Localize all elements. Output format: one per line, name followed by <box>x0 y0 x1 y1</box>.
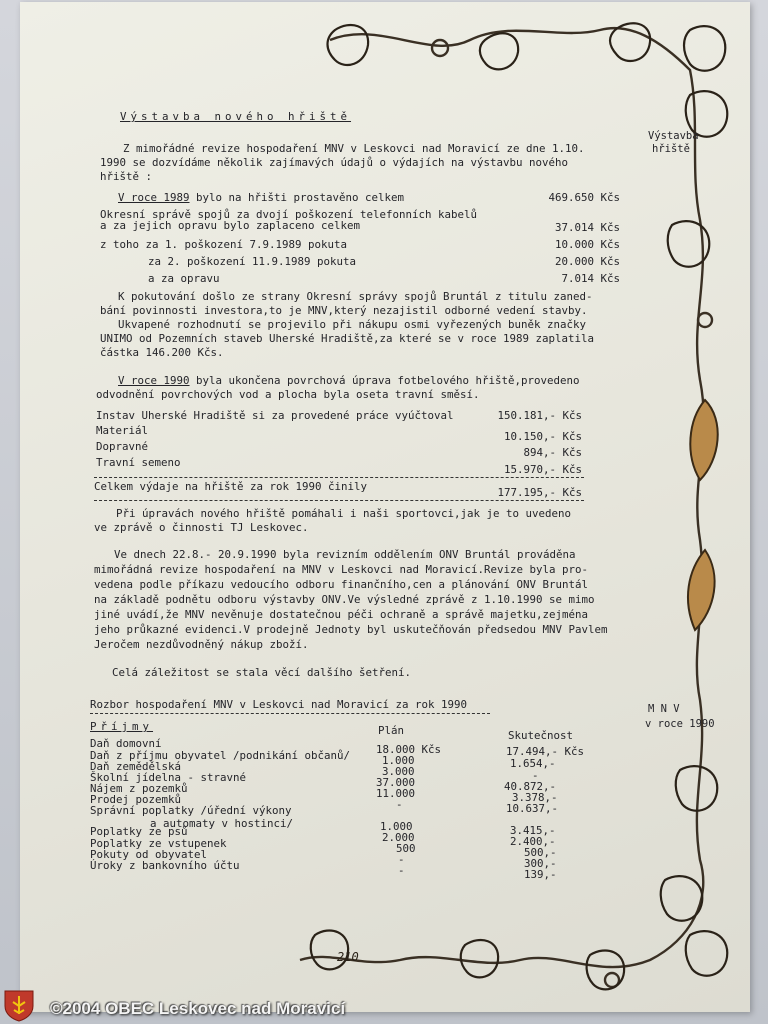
page-number: 210 <box>337 950 359 964</box>
paragraph-line: mimořádná revize hospodaření na MNV v Leskovci nad Moravicí.Revize byla pro- <box>94 563 589 576</box>
table-row-actual: 3.378,- <box>512 791 558 804</box>
expense-value: 37.014 Kčs <box>554 221 620 234</box>
table-row-label: Školní jídelna - stravné <box>90 771 247 784</box>
table-row-plan: 3.000 <box>382 765 415 778</box>
paragraph-line: Jeročem nezdůvodněný nákup zboží. <box>94 638 309 651</box>
table-row-actual: 3.415,- <box>510 824 556 837</box>
paragraph-line: částka 146.200 Kčs. <box>100 346 224 359</box>
table-row-label: Pokuty od obyvatel <box>90 848 208 861</box>
column-header-actual: Skutečnost <box>508 729 574 742</box>
paragraph-line: vedena podle příkazu vedoucího odboru finančního,cen a plánování ONV Bruntál <box>94 578 589 591</box>
expense-label: Dopravné <box>96 440 149 453</box>
table-row-label: Správní poplatky /úřední výkony <box>90 804 292 817</box>
margin-note-top-line2: hřiště <box>652 143 690 155</box>
margin-note-mid-line1: M N V <box>648 703 680 715</box>
expense-label: a za opravu <box>148 272 220 285</box>
year-1990-text: byla ukončena povrchová úprava fotbelového hřiště,provedeno <box>189 374 580 387</box>
table-row-label: Úroky z bankovního účtu <box>90 859 240 872</box>
paragraph-line: K pokutování došlo ze strany Okresní správy spojů Bruntál z titulu zaned- <box>118 290 593 303</box>
expense-label: a za jejich opravu bylo zaplaceno celkem <box>100 219 361 232</box>
year-1990-label: V roce 1990 <box>118 374 190 387</box>
year-1989-line <box>118 191 404 204</box>
coat-of-arms-icon <box>2 988 36 1022</box>
table-row-actual: 40.872,- <box>504 780 557 793</box>
table-row-plan: 500 <box>396 842 416 855</box>
table-row-actual: 2.400,- <box>510 835 556 848</box>
column-header-plan: Plán <box>378 724 405 737</box>
expense-label: z toho za 1. poškození 7.9.1989 pokuta <box>100 238 348 251</box>
margin-note-mid-line2: v roce 1990 <box>645 718 715 730</box>
year-1989-total: 469.650 Kčs <box>548 191 620 204</box>
paragraph-line: na základě podnětu odboru výstavby ONV.Ve výsledné zprávě z 1.10.1990 se mimo <box>94 593 595 606</box>
paragraph-line: jeho průkazné evidenci.V prodejně Jednoty byl uskutečňován předsedou MNV Pavlem <box>94 623 608 636</box>
table-row-label: Poplatky ze vstupenek <box>90 837 227 850</box>
table-row-label: Daň z příjmu obyvatel /podnikání občanů/ <box>90 749 351 762</box>
year-1990-line <box>118 374 580 387</box>
divider <box>90 713 490 714</box>
analysis-title: Rozbor hospodaření MNV v Leskovci nad Moravicí za rok 1990 <box>90 698 468 711</box>
total-label: Celkem výdaje na hřiště za rok 1990 činily <box>94 480 368 493</box>
intro-line: 1990 se dozvídáme několik zajímavých údajů o výdajích na výstavbu nového <box>100 156 569 169</box>
intro-line: Z mimořádné revize hospodaření MNV v Leskovci nad Moravicí ze dne 1.10. <box>123 142 585 155</box>
table-row-plan: 1.000 <box>382 754 415 767</box>
paragraph-line: bání povinnosti investora,to je MNV,který nezajistil odborné vedení stavby. <box>100 304 588 317</box>
expense-value: 894,- Kčs <box>523 446 582 459</box>
table-row-plan: 1.000 <box>380 820 413 833</box>
table-row-plan: 18.000 Kčs <box>376 743 442 756</box>
expense-value: 150.181,- Kčs <box>497 409 582 422</box>
expense-label: Okresní správě spojů za dvojí poškození telefonních kabelů <box>100 208 478 221</box>
table-row-plan: - <box>396 798 403 811</box>
divider <box>94 477 584 478</box>
table-row-label: Daň domovní <box>90 737 162 750</box>
margin-note-top-line1: Výstavba <box>648 130 699 142</box>
expense-value: 20.000 Kčs <box>554 255 620 268</box>
table-row-plan: 37.000 <box>376 776 416 789</box>
table-row-label: Nájem z pozemků <box>90 782 188 795</box>
paragraph-line: jiné uvádí,že MNV nevěnuje dostatečnou péči ochraně a správě majetku,zejména <box>94 608 589 621</box>
table-row-actual: - <box>532 769 539 782</box>
table-row-plan: 2.000 <box>382 831 415 844</box>
table-row-label: a automaty v hostinci/ <box>150 817 294 830</box>
table-row-actual: 139,- <box>524 868 557 881</box>
table-row-label: Daň zemědělská <box>90 760 182 773</box>
table-row-plan: - <box>398 853 405 866</box>
paragraph-line: UNIMO od Pozemních staveb Uherské Hradiště,za které se v roce 1989 zaplatila <box>100 332 595 345</box>
total-value: 177.195,- Kčs <box>497 486 582 499</box>
paragraph-line: ve zprávě o činnosti TJ Leskovec. <box>94 521 309 534</box>
expense-label: Materiál <box>96 424 149 437</box>
table-row-actual: 300,- <box>524 857 557 870</box>
table-row-actual: 1.654,- <box>510 757 556 770</box>
table-row-plan: 11.000 <box>376 787 416 800</box>
paragraph-line: Ukvapené rozhodnutí se projevilo při nákupu osmi vyřezených buněk značky <box>118 318 587 331</box>
paragraph-final: Celá záležitost se stala věcí dalšího šetření. <box>112 666 412 679</box>
table-row-actual: 500,- <box>524 846 557 859</box>
table-row-plan: - <box>398 864 405 877</box>
paragraph-line: Ve dnech 22.8.- 20.9.1990 byla revizním oddělením ONV Bruntál prováděna <box>114 548 576 561</box>
expense-value: 7.014 Kčs <box>561 272 620 285</box>
table-row-label: Poplatky ze psů <box>90 825 188 838</box>
paragraph-line: Při úpravách nového hřiště pomáhali i naši sportovci,jak je to uvedeno <box>116 507 572 520</box>
intro-line: hřiště : <box>100 170 153 183</box>
page-title: Výstavba nového hřiště <box>120 110 352 123</box>
expense-label: za 2. poškození 11.9.1989 pokuta <box>148 255 357 268</box>
table-row-label: Prodej pozemků <box>90 793 182 806</box>
expense-value: 15.970,- Kčs <box>503 463 582 476</box>
copyright-text: ©2004 OBEC Leskovec nad Moravicí <box>50 999 346 1018</box>
year-1990-line2: odvodnění povrchových vod a plocha byla oseta travní směsí. <box>96 388 480 401</box>
analysis-section: Příjmy <box>90 720 154 733</box>
footer <box>0 990 768 1024</box>
expense-label: Travní semeno <box>96 456 181 469</box>
table-row-actual: 10.637,- <box>506 802 559 815</box>
year-1989-label: V roce 1989 <box>118 191 190 204</box>
year-1989-text: bylo na hřišti prostavěno celkem <box>189 191 405 204</box>
expense-label: Instav Uherské Hradiště si za provedené práce vyúčtoval <box>96 409 454 422</box>
table-row-actual: 17.494,- Kčs <box>506 745 585 758</box>
expense-value: 10.000 Kčs <box>554 238 620 251</box>
divider <box>94 500 584 501</box>
expense-value: 10.150,- Kčs <box>503 430 582 443</box>
